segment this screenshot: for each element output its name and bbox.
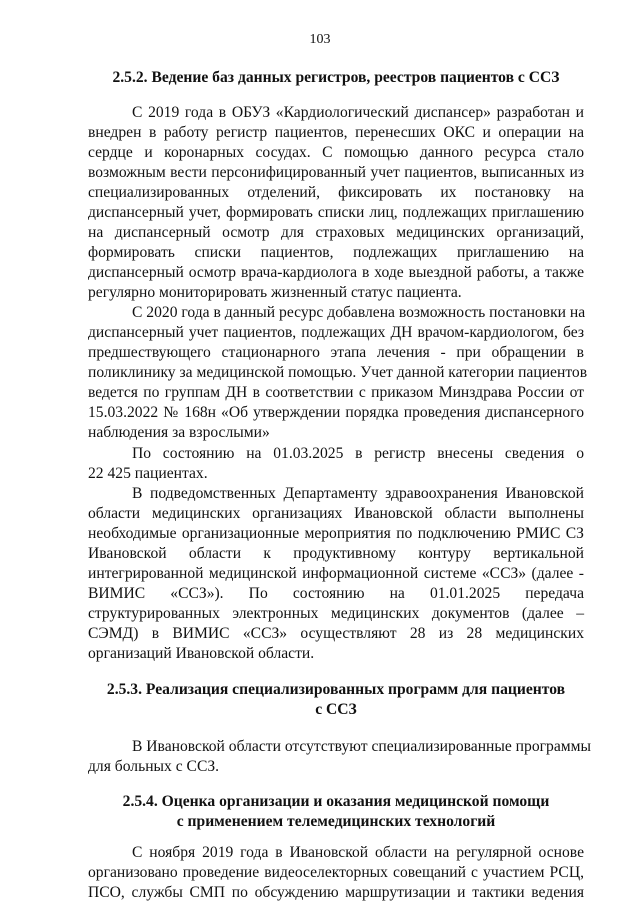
text-line: организаций Ивановской области. xyxy=(88,645,315,662)
text-line: С ноября 2019 года в Ивановской области на регулярной основе xyxy=(132,844,584,861)
text-line: 15.03.2022 № 168н «Об утверждении порядка проведения диспансерного xyxy=(88,404,584,421)
text-line: организовано проведение видеоселекторных совещаний с участием РСЦ, xyxy=(88,864,584,881)
text-line: специализированных отделений, фиксировать их постановку на xyxy=(88,184,584,201)
text-line: необходимые организационные мероприятия по подключению РМИС СЗ xyxy=(88,525,584,542)
text-line: 22 425 пациентах. xyxy=(88,465,208,482)
text-line: ведется по группам ДН в соответствии с приказом Минздрава России от xyxy=(88,384,584,401)
text-line: Ивановской области к продуктивному контуру вертикальной xyxy=(88,545,584,562)
text-line: на диспансерный осмотр для страховых медицинских организаций, xyxy=(88,224,584,241)
text-line: По состоянию на 01.03.2025 в регистр внесены сведения о xyxy=(132,445,584,462)
text-line: области медицинских организациях Ивановской области выполнены xyxy=(88,505,584,522)
text-line: диспансерный осмотр врача-кардиолога в ходе выездной работы, а также xyxy=(88,264,584,281)
text-line: ПСО, службы СМП по обсуждению маршрутизации и тактики ведения xyxy=(88,884,584,901)
text-line: поликлинику за медицинской помощью. Учет данной категории пациентов xyxy=(88,364,588,381)
text-line: сердце и коронарных сосудах. С помощью данного ресурса стало xyxy=(88,144,584,161)
text-line: В Ивановской области отсутствуют специализированные программы xyxy=(132,738,591,755)
page-number: 103 xyxy=(309,32,331,47)
text-line: диспансерный учет, формировать списки лиц, подлежащих приглашению xyxy=(88,204,584,221)
text-line: регулярно мониторировать жизненный статус пациента. xyxy=(88,284,462,301)
text-line: возможным вести персонифицированный учет пациентов, выписанных из xyxy=(88,164,584,181)
section-heading-2-5-4-line2: с применением телемедицинских технологий xyxy=(176,813,496,830)
text-line: наблюдения за взрослыми» xyxy=(88,424,270,441)
section-heading-2-5-3-line2: с ССЗ xyxy=(315,701,357,718)
section-heading-2-5-3-line1: 2.5.3. Реализация специализированных программ для пациентов xyxy=(106,681,566,698)
text-line: СЭМД) в ВИМИС «ССЗ» осуществляют 28 из 28 медицинских xyxy=(88,625,584,642)
text-line: С 2019 года в ОБУЗ «Кардиологический диспансер» разработан и xyxy=(132,104,584,121)
section-heading-2-5-2: 2.5.2. Ведение баз данных регистров, реестров пациентов с ССЗ xyxy=(112,69,560,86)
text-line: В подведомственных Департаменту здравоохранения Ивановской xyxy=(132,485,584,502)
text-line: структурированных электронных медицинских документов (далее – xyxy=(88,605,584,622)
text-line: диспансерный учет пациентов, подлежащих ДН врачом-кардиологом, без xyxy=(88,324,584,341)
section-heading-2-5-4-line1: 2.5.4. Оценка организации и оказания медицинской помощи xyxy=(122,793,550,810)
text-line: интегрированной медицинской информационной системе «ССЗ» (далее - xyxy=(88,565,584,582)
text-line: предшествующего стационарного этапа лечения - при обращении в xyxy=(88,344,584,361)
text-line: С 2020 года в данный ресурс добавлена возможность постановки на xyxy=(132,304,586,321)
text-line: ВИМИС «ССЗ»). По состоянию на 01.01.2025 передача xyxy=(88,585,584,602)
text-line: формировать списки пациентов, подлежащих приглашению на xyxy=(88,244,584,261)
text-line: для больных с ССЗ. xyxy=(88,758,220,775)
text-line: внедрен в работу регистр пациентов, перенесших ОКС и операции на xyxy=(88,124,584,141)
